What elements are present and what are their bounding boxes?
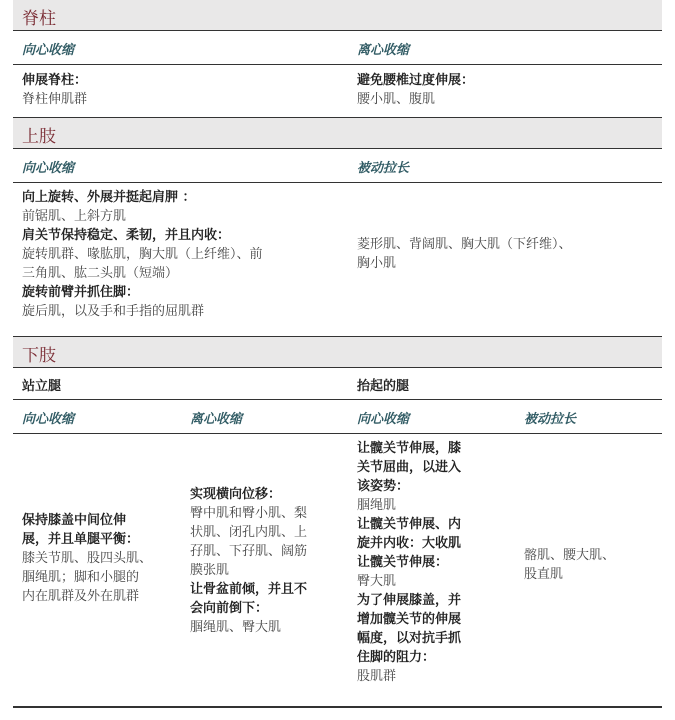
lower-leg-row <box>13 368 662 400</box>
lower-line: 膝关节肌、股四头肌、 <box>22 551 153 566</box>
col-header-passive: 被动拉长 <box>357 161 410 176</box>
spine-concentric-cell <box>22 71 87 109</box>
spine-c2-body: 腰小肌、腹肌 <box>357 92 436 107</box>
lower-line: 孖肌、下孖肌、阔筋 <box>190 544 308 559</box>
lower-col4-cell <box>524 546 615 584</box>
lower-col2-cell <box>190 485 307 637</box>
lower-line: 臀中肌和臀小肌、梨 <box>190 506 308 521</box>
upper-line: 旋转肌群、喙肱肌，胸大肌（上纤维）、前 <box>22 247 263 262</box>
lower-line: 该姿势： <box>357 479 410 494</box>
lower-line: 住脚的阻力： <box>357 650 436 665</box>
lower-line: 膜张肌 <box>190 563 230 578</box>
lower-line: 旋并内收：大收肌 <box>357 536 462 551</box>
spine-c2-head: 避免腰椎过度伸展： <box>357 73 475 88</box>
upper-line: 向上旋转、外展并挺起肩胛 ： <box>22 190 196 205</box>
upper-line: 三角肌、肱二头肌（短端） <box>22 266 179 281</box>
spine-eccentric-cell <box>357 71 474 109</box>
lower-line: 臀大肌 <box>357 574 397 589</box>
lower-line: 股直肌 <box>524 567 564 582</box>
lower-line: 让髋关节伸展： <box>357 555 449 570</box>
col-header-passive: 被动拉长 <box>524 412 577 427</box>
lower-line: 腘绳肌、臀大肌 <box>190 620 282 635</box>
lower-line: 让髋关节伸展，膝 <box>357 441 462 456</box>
lower-line: 实现横向位移： <box>190 487 282 502</box>
lower-line: 让髋关节伸展、内 <box>357 517 462 532</box>
lower-line: 腘绳肌；脚和小腿的 <box>22 570 140 585</box>
lower-body-row <box>13 434 662 708</box>
upper-line: 旋后肌，以及手和手指的屈肌群 <box>22 304 205 319</box>
upper-line: 前锯肌、上斜方肌 <box>22 209 127 224</box>
col-header-concentric: 向心收缩 <box>22 43 75 58</box>
lower-line: 幅度，以对抗手抓 <box>357 631 462 646</box>
lower-line: 保持膝盖中间位伸 <box>22 513 127 528</box>
lower-line: 为了伸展膝盖，并 <box>357 593 462 608</box>
spine-c1-head: 伸展脊柱： <box>22 73 88 88</box>
upper-line: 肩关节保持稳定、柔韧，并且内收： <box>22 228 231 243</box>
col-header-concentric: 向心收缩 <box>22 161 75 176</box>
lifted-leg-label: 抬起的腿 <box>357 379 410 394</box>
lower-col3-cell <box>357 439 461 686</box>
section-title-upper: 上肢 <box>13 118 662 149</box>
col-header-eccentric: 离心收缩 <box>190 412 243 427</box>
lower-line: 展，并且单腿平衡： <box>22 532 140 547</box>
col-header-concentric: 向心收缩 <box>22 412 75 427</box>
lower-line: 内在肌群及外在肌群 <box>22 589 140 604</box>
lower-line: 股肌群 <box>357 669 397 684</box>
upper-line: 菱形肌、背阔肌、胸大肌（下纤维）、 <box>357 237 572 252</box>
section-title-spine: 脊柱 <box>13 0 662 31</box>
spine-body-row <box>13 65 662 118</box>
upper-passive-cell <box>357 235 572 273</box>
lower-line: 髂肌、腰大肌、 <box>524 548 616 563</box>
upper-line: 旋转前臂并抓住脚： <box>22 285 140 300</box>
lower-line: 状肌、闭孔内肌、上 <box>190 525 308 540</box>
lower-line: 腘绳肌 <box>357 498 397 513</box>
lower-line: 关节屈曲，以进入 <box>357 460 462 475</box>
standing-leg-label: 站立腿 <box>22 379 62 394</box>
section-title-lower: 下肢 <box>13 337 662 368</box>
upper-header-row <box>13 149 662 183</box>
lower-col1-cell <box>22 511 152 606</box>
col-header-concentric: 向心收缩 <box>357 412 410 427</box>
lower-line: 增加髋关节的伸展 <box>357 612 462 627</box>
spine-header-row <box>13 31 662 65</box>
upper-body-row <box>13 183 662 337</box>
upper-concentric-cell <box>22 188 263 321</box>
upper-line: 胸小肌 <box>357 256 397 271</box>
lower-line: 让骨盆前倾，并且不 <box>190 582 308 597</box>
spine-c1-body: 脊柱伸肌群 <box>22 92 88 107</box>
lower-line: 会向前倒下： <box>190 601 269 616</box>
lower-header-row <box>13 400 662 434</box>
col-header-eccentric: 离心收缩 <box>357 43 410 58</box>
